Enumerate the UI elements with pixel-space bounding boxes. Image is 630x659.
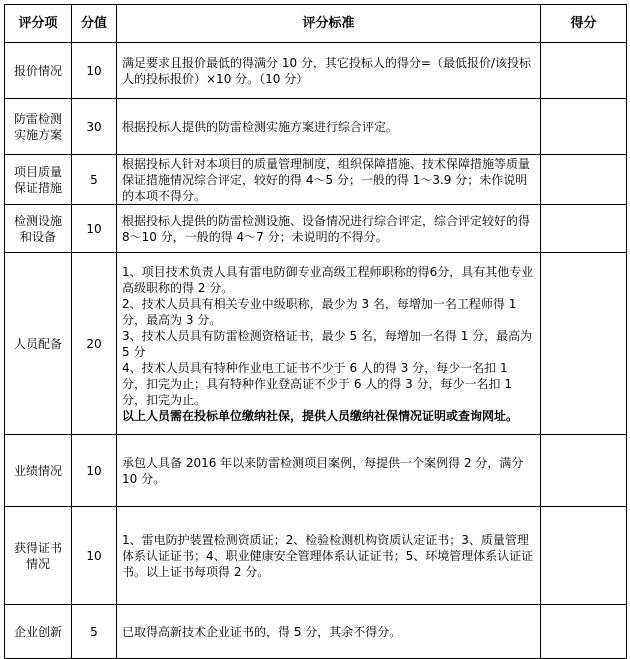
- criteria-text: 根据投标人针对本项目的质量管理制度，组织保障措施、技术保障措施等质量保证措施情况综合评定，较好的得 4～5 分；一般的得 1～3.9 分；未作说明的本项不得分。: [122, 156, 531, 203]
- score-cell: [541, 253, 627, 435]
- score-cell: [541, 205, 627, 253]
- weight-cell: 10: [72, 435, 117, 507]
- score-cell: [541, 43, 627, 99]
- criteria-cell: [117, 253, 541, 435]
- criteria-text: 满足要求且报价最低的得满分 10 分，其它投标人的得分=（最低报价/该投标人的投标报价）×10 分。（10 分）: [122, 55, 531, 86]
- weight-cell: 5: [72, 605, 117, 659]
- criteria-text: 承包人具备 2016 年以来防雷检测项目案例，每提供一个案例得 2 分，满分 10 分。: [122, 455, 524, 486]
- criteria-cell: [117, 205, 541, 253]
- item-cell: 项目质量保证措施: [5, 155, 72, 205]
- header-criteria: 评分标准: [117, 5, 541, 43]
- criteria-text: 1、项目技术负责人具有雷电防御专业高级工程师职称的得6分，具有其他专业高级职称的得 2 分。 2、技术人员具有相关专业中级职称，最少为 3 名，每增加一名工程师得 1 分，最高为 3 分。 3、技术人员具有防雷检测资格证书，最少 5 名，每增加一名得 1 分，最高为 5 分 4、技术人员具有特种作业电工证书不少于 6 人的得 3 分，每少一名扣 1 分，扣完为止；具有特种作业登高证不少于 6 人的得 3 分，每少一名扣 1 分，扣完为止。: [122, 264, 534, 407]
- table-row: [5, 435, 627, 507]
- criteria-cell: [117, 435, 541, 507]
- item-cell: 获得证书情况: [5, 507, 72, 605]
- score-cell: [541, 155, 627, 205]
- header-weight: 分值: [72, 5, 117, 43]
- score-cell: [541, 507, 627, 605]
- criteria-text: 1、雷电防护装置检测资质证；2、检验检测机构资质认定证书；3、质量管理体系认证证书；4、职业健康安全管理体系认证证书；5、环境管理体系认证证书。以上证书每项得 2 分。: [122, 532, 534, 579]
- table-row: [5, 155, 627, 205]
- criteria-text: 已取得高新技术企业证书的，得 5 分，其余不得分。: [122, 624, 402, 639]
- score-cell: [541, 605, 627, 659]
- header-row: [5, 5, 627, 43]
- table-row: [5, 43, 627, 99]
- criteria-text: 根据投标人提供的防雷检测设施、设备情况进行综合评定，综合评定较好的得 8～10 分，一般的得 4～7 分；未说明的不得分。: [122, 213, 531, 244]
- header-score: 得分: [541, 5, 627, 43]
- weight-cell: 10: [72, 205, 117, 253]
- score-cell: [541, 435, 627, 507]
- table-row: [5, 99, 627, 155]
- table-row: [5, 605, 627, 659]
- weight-cell: 10: [72, 43, 117, 99]
- table-row: [5, 507, 627, 605]
- criteria-cell: [117, 605, 541, 659]
- criteria-text: 根据投标人提供的防雷检测实施方案进行综合评定。: [122, 119, 399, 134]
- weight-cell: 30: [72, 99, 117, 155]
- score-cell: [541, 99, 627, 155]
- table-row: [5, 205, 627, 253]
- criteria-cell: [117, 99, 541, 155]
- weight-cell: 5: [72, 155, 117, 205]
- scoring-table: [4, 4, 627, 659]
- criteria-cell: [117, 43, 541, 99]
- item-cell: 人员配备: [5, 253, 72, 435]
- item-cell: 检测设施和设备: [5, 205, 72, 253]
- weight-cell: 20: [72, 253, 117, 435]
- header-item: 评分项: [5, 5, 72, 43]
- criteria-cell: [117, 507, 541, 605]
- table-row: [5, 253, 627, 435]
- weight-cell: 10: [72, 507, 117, 605]
- item-cell: 业绩情况: [5, 435, 72, 507]
- item-cell: 企业创新: [5, 605, 72, 659]
- item-cell: 报价情况: [5, 43, 72, 99]
- item-cell: 防雷检测实施方案: [5, 99, 72, 155]
- criteria-cell: [117, 155, 541, 205]
- criteria-bold-note: 以上人员需在投标单位缴纳社保，提供人员缴纳社保情况证明或查询网址。: [122, 408, 519, 423]
